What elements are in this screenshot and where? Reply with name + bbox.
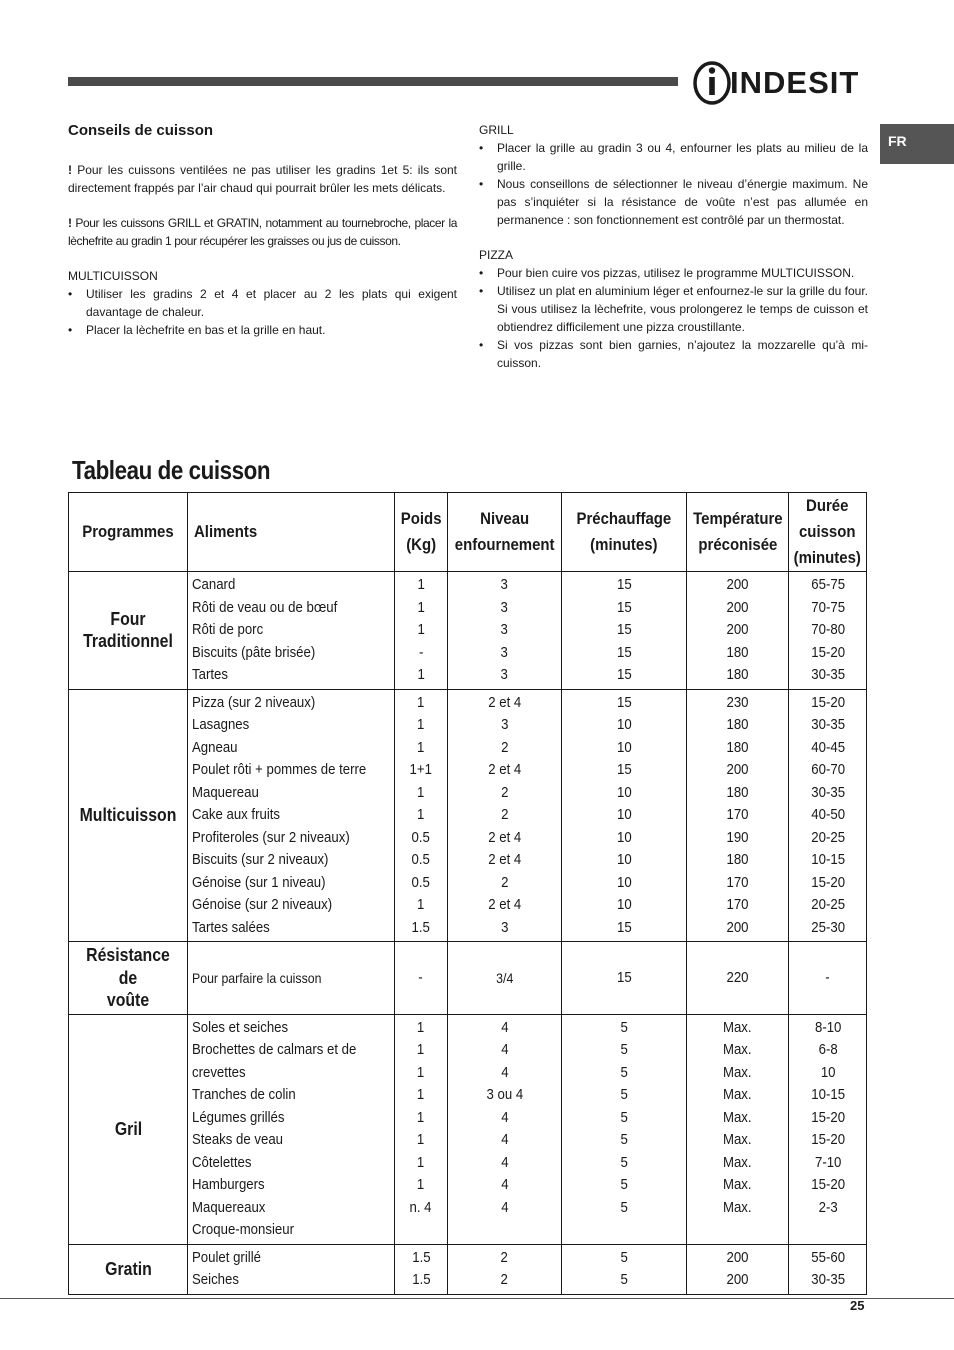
- list-item: • Si vos pizzas sont bien garnies, n’ajoutez la mozzarelle qu’à mi-cuisson.: [479, 336, 868, 372]
- cell-value: 5: [620, 1018, 628, 1036]
- cell-value: 3: [500, 598, 509, 616]
- poids-cell: [395, 689, 448, 942]
- cell-value: 15-20: [810, 1176, 845, 1193]
- prechauffage-cell: [562, 1014, 686, 1244]
- cell-value: [723, 1219, 752, 1242]
- poids-cell: [395, 942, 448, 1015]
- cell-value: Steaks de veau: [192, 1131, 284, 1148]
- list-item: • Placer la lèchefrite en bas et la grille en haut.: [68, 321, 457, 339]
- cell-value: 30-35: [810, 666, 845, 683]
- cell-value: 6-8: [818, 1041, 838, 1058]
- advice-right-column: [479, 121, 868, 389]
- program-cell: [69, 942, 188, 1015]
- cell-value: 200: [726, 1271, 749, 1288]
- cell-value: 4: [500, 1131, 509, 1148]
- cell-value: 20-25: [810, 828, 845, 846]
- cell-value: Brochettes de calmars et de: [192, 1041, 357, 1058]
- cell-value: Soles et seiches: [192, 1018, 289, 1036]
- cell-value: Côtelettes: [192, 1153, 252, 1171]
- cell-value: 40-45: [810, 738, 845, 756]
- cell-value: 15-20: [810, 873, 845, 891]
- program-cell: [69, 689, 188, 942]
- list-item: • Utilisez un plat en aluminium léger et enfournez-le sur la grille du four. Si vous utilisez la lèchefrite, vous prolongerez le temps de cuisson et obtiendrez difficilement une pizza croustillante.: [479, 282, 868, 336]
- cell-value: 10: [616, 896, 632, 913]
- advice-heading: Conseils de cuisson: [68, 122, 214, 139]
- cell-value: 1: [417, 783, 425, 801]
- col-header-poids: Poids (Kg): [395, 493, 448, 572]
- cell-value: 0.5: [411, 873, 431, 891]
- cell-value: 1.5: [411, 918, 431, 936]
- cell-value: Pizza (sur 2 niveaux): [192, 693, 316, 711]
- cell-value: 200: [726, 1248, 749, 1266]
- cell-value: 15: [616, 666, 632, 683]
- program-cell: [69, 1244, 188, 1294]
- cell-value: Agneau: [192, 738, 238, 756]
- table-row: [69, 1014, 867, 1244]
- language-tab: [880, 124, 954, 164]
- cell-value: 2 et 4: [488, 693, 522, 711]
- list-item: • Utiliser les gradins 2 et 4 et placer au 2 les plats qui exigent davantage de chaleur.: [68, 285, 457, 321]
- cell-value: 5: [620, 1271, 628, 1288]
- cell-value: 15: [616, 968, 632, 986]
- cell-value: 1: [417, 1018, 425, 1036]
- cell-value: 1: [417, 1176, 425, 1193]
- cell-value: 1.5: [411, 1271, 431, 1288]
- cell-value: 2: [500, 783, 509, 801]
- temperature-cell: [686, 1014, 789, 1244]
- cell-value: 3: [500, 643, 509, 661]
- program-cell: [69, 1014, 188, 1244]
- cell-value: 1: [417, 621, 425, 638]
- cell-value: 1.5: [411, 1248, 431, 1266]
- cell-value: 55-60: [810, 1248, 845, 1266]
- warning-grill-gratin: [68, 214, 457, 250]
- cell-value: Canard: [192, 576, 236, 593]
- grill-list: [479, 139, 868, 229]
- cell-value: n. 4: [409, 1198, 432, 1216]
- cell-value: 180: [726, 666, 749, 683]
- cell-value: 1: [417, 716, 425, 733]
- cell-value: 15: [616, 693, 632, 711]
- cell-value: 10: [616, 716, 632, 733]
- cell-value: 15: [616, 598, 632, 616]
- cell-value: Biscuits (pâte brisée): [192, 643, 316, 661]
- cell-value: 4: [500, 1198, 509, 1216]
- niveau-cell: [447, 689, 561, 942]
- cell-value: 10: [616, 828, 632, 846]
- cell-value: 30-35: [810, 716, 845, 733]
- cell-value: Tartes: [192, 666, 228, 683]
- poids-cell: [395, 572, 448, 690]
- col-header-aliments: Aliments: [188, 493, 395, 572]
- temperature-cell: [686, 689, 789, 942]
- advice-left-column: [68, 121, 457, 356]
- cell-value: [486, 1219, 523, 1242]
- cell-value: Tartes salées: [192, 918, 270, 936]
- duree-cell: [789, 1014, 867, 1244]
- cell-value: 180: [726, 783, 749, 801]
- foods-cell: [188, 942, 395, 1015]
- cell-value: Biscuits (sur 2 niveaux): [192, 851, 329, 868]
- col-header-temperature: Température préconisée: [686, 493, 789, 572]
- cell-value: 1: [417, 806, 425, 823]
- program-name-line: Four: [110, 608, 146, 629]
- cell-value: 1: [417, 1041, 425, 1058]
- cell-value: Maquereaux: [192, 1198, 266, 1216]
- list-item: • Pour bien cuire vos pizzas, utilisez le programme MULTICUISSON.: [479, 264, 868, 282]
- cell-value: Pour parfaire la cuisson: [192, 969, 322, 986]
- cell-value: 0.5: [411, 828, 431, 846]
- cell-value: Poulet grillé: [192, 1248, 261, 1266]
- cell-value: 170: [726, 896, 749, 913]
- list-item: • Nous conseillons de sélectionner le niveau d’énergie maximum. Ne pas s’inquiéter si la résistance de voûte n’est pas allumée en permanence : son fonctionnement est contrôlé par un thermostat.: [479, 175, 868, 229]
- pizza-subhead: PIZZA: [479, 248, 514, 262]
- cell-value: 1: [417, 666, 425, 683]
- cell-value: Max.: [723, 1131, 752, 1148]
- header-rule: [68, 77, 678, 86]
- program-cell: [69, 572, 188, 690]
- col-header-duree: Durée cuisson (minutes): [789, 493, 867, 572]
- cell-value: 30-35: [810, 1271, 845, 1288]
- list-item: • Placer la grille au gradin 3 ou 4, enfourner les plats au milieu de la grille.: [479, 139, 868, 175]
- cell-value: 1: [417, 1063, 425, 1081]
- cell-value: 200: [726, 761, 749, 778]
- cell-value: [811, 1219, 845, 1242]
- cell-value: 15: [616, 643, 632, 661]
- cell-value: 65-75: [810, 576, 845, 593]
- niveau-cell: [447, 1244, 561, 1294]
- page-number: 25: [850, 1298, 865, 1313]
- cell-value: 200: [726, 598, 749, 616]
- cell-value: 3: [500, 918, 509, 936]
- cell-value: 4: [500, 1018, 509, 1036]
- cell-value: 25-30: [810, 918, 845, 936]
- indesit-i-emblem-icon: [692, 60, 732, 106]
- cell-value: 15: [616, 576, 632, 593]
- cell-value: 190: [726, 828, 749, 846]
- cell-value: Max.: [723, 1086, 752, 1103]
- cell-value: Max.: [723, 1176, 752, 1193]
- multicuisson-subhead: MULTICUISSON: [68, 269, 158, 283]
- program-name-line: Multicuisson: [79, 805, 177, 825]
- cell-value: [620, 1219, 627, 1242]
- temperature-cell: [686, 572, 789, 690]
- cell-value: 10: [616, 873, 632, 891]
- col-header-niveau: Niveau enfournement: [447, 493, 561, 572]
- program-name-line: Gratin: [104, 1258, 152, 1279]
- cell-value: 10: [616, 806, 632, 823]
- cell-value: Max.: [723, 1018, 752, 1036]
- cell-value: 5: [620, 1153, 628, 1171]
- cell-value: Génoise (sur 1 niveau): [192, 873, 326, 891]
- cell-value: 5: [620, 1086, 628, 1103]
- cell-value: Max.: [723, 1041, 752, 1058]
- cell-value: 0.5: [411, 851, 431, 868]
- warning-mark: !: [68, 216, 72, 230]
- niveau-cell: [447, 942, 561, 1015]
- cell-value: Croque-monsieur: [192, 1221, 294, 1238]
- cell-value: 1: [417, 1086, 425, 1103]
- cell-value: Profiteroles (sur 2 niveaux): [192, 828, 350, 846]
- cell-value: 15: [616, 621, 632, 638]
- cell-value: 170: [726, 873, 749, 891]
- cell-value: 15-20: [810, 1108, 845, 1126]
- cell-value: 200: [726, 918, 749, 936]
- table-row: [69, 942, 867, 1015]
- cell-value: 2: [500, 873, 509, 891]
- niveau-cell: [447, 572, 561, 690]
- cell-value: 5: [620, 1108, 628, 1126]
- temperature-cell: [686, 1244, 789, 1294]
- prechauffage-cell: [562, 942, 686, 1015]
- cell-value: -: [418, 968, 424, 986]
- table-row: [69, 689, 867, 942]
- cell-value: 15-20: [810, 643, 845, 661]
- cell-value: Génoise (sur 2 niveaux): [192, 896, 333, 913]
- cell-value: 180: [726, 716, 749, 733]
- cell-value: 4: [500, 1063, 509, 1081]
- program-name-line: Traditionnel: [83, 631, 173, 652]
- cell-value: 20-25: [810, 896, 845, 913]
- cell-value: Max.: [723, 1198, 752, 1216]
- temperature-cell: [686, 942, 789, 1015]
- poids-cell: [395, 1014, 448, 1244]
- cell-value: 15-20: [810, 1131, 845, 1148]
- cell-value: 1: [417, 738, 425, 756]
- col-header-prechauffage: Préchauffage (minutes): [562, 493, 686, 572]
- cell-value: 2 et 4: [488, 851, 522, 868]
- cell-value: 70-75: [810, 598, 845, 616]
- cell-value: 15: [616, 918, 632, 936]
- duree-cell: [789, 572, 867, 690]
- foods-cell: [188, 1244, 395, 1294]
- cell-value: 3: [500, 666, 509, 683]
- cell-value: 8-10: [814, 1018, 841, 1036]
- table-header-row: [69, 493, 867, 572]
- cell-value: Maquereau: [192, 783, 259, 801]
- cell-value: 230: [726, 693, 749, 711]
- cell-value: 1: [417, 1108, 425, 1126]
- cell-value: 1: [417, 1131, 425, 1148]
- cell-value: -: [825, 968, 830, 986]
- cell-value: Rôti de porc: [192, 621, 264, 638]
- cell-value: 2: [500, 738, 509, 756]
- cell-value: 1: [417, 896, 425, 913]
- cell-value: 1: [417, 693, 425, 711]
- cell-value: 5: [620, 1176, 628, 1193]
- cell-value: crevettes: [192, 1063, 246, 1081]
- prechauffage-cell: [562, 689, 686, 942]
- cell-value: 220: [726, 968, 749, 986]
- grill-subhead: GRILL: [479, 123, 514, 137]
- cell-value: 4: [500, 1153, 509, 1171]
- cell-value: 10-15: [810, 851, 845, 868]
- cell-value: 2: [500, 1271, 509, 1288]
- duree-cell: [789, 1244, 867, 1294]
- cell-value: Légumes grillés: [192, 1108, 285, 1126]
- cell-value: 5: [620, 1198, 628, 1216]
- niveau-cell: [447, 1014, 561, 1244]
- cell-value: 180: [726, 851, 749, 868]
- cell-value: 4: [500, 1176, 509, 1193]
- cell-value: 2 et 4: [488, 896, 522, 913]
- cell-value: Hamburgers: [192, 1176, 265, 1193]
- brand-wordmark: INDESIT: [730, 65, 860, 100]
- cell-value: 3: [500, 576, 509, 593]
- duree-cell: [789, 942, 867, 1015]
- poids-cell: [395, 1244, 448, 1294]
- duree-cell: [789, 689, 867, 942]
- cell-value: 10: [820, 1063, 836, 1081]
- cell-value: 1: [417, 576, 425, 593]
- cell-value: 15: [616, 761, 632, 778]
- cell-value: 180: [726, 643, 749, 661]
- cell-value: 10: [616, 783, 632, 801]
- warning-mark: !: [68, 163, 72, 177]
- cell-value: 2 et 4: [488, 828, 522, 846]
- cell-value: 5: [620, 1041, 628, 1058]
- prechauffage-cell: [562, 1244, 686, 1294]
- cell-value: 30-35: [810, 783, 845, 801]
- cell-value: 3: [500, 716, 509, 733]
- cell-value: Max.: [723, 1063, 752, 1081]
- cell-value: 7-10: [814, 1153, 841, 1171]
- cell-value: 5: [620, 1063, 628, 1081]
- cell-value: 3/4: [496, 969, 514, 986]
- cell-value: 10-15: [810, 1086, 845, 1103]
- cell-value: 15-20: [810, 693, 845, 711]
- cell-value: 2 et 4: [488, 761, 522, 778]
- warning-ventilated: [68, 161, 457, 197]
- cell-value: 5: [620, 1248, 628, 1266]
- cell-value: Poulet rôti + pommes de terre: [192, 761, 367, 778]
- cell-value: 200: [726, 576, 749, 593]
- cell-value: Max.: [723, 1108, 752, 1126]
- cell-value: 40-50: [810, 806, 845, 823]
- language-tab-label: FR: [888, 133, 907, 149]
- warning-text: Pour les cuissons ventilées ne pas utiliser les gradins 1et 5: ils sont directement frappés par l’air chaud qui pourrait brûler les mets délicats.: [68, 163, 458, 195]
- table-row: [69, 1244, 867, 1294]
- cell-value: [410, 1219, 432, 1242]
- cell-value: 170: [726, 806, 749, 823]
- cell-value: Rôti de veau ou de bœuf: [192, 598, 338, 616]
- cell-value: 5: [620, 1131, 628, 1148]
- cell-value: Cake aux fruits: [192, 806, 281, 823]
- pizza-list: [479, 264, 868, 372]
- foods-cell: [188, 689, 395, 942]
- cell-value: 3 ou 4: [486, 1086, 523, 1103]
- cell-value: 1: [417, 1153, 425, 1171]
- footer-rule: [0, 1298, 954, 1299]
- cell-value: Tranches de colin: [192, 1086, 296, 1103]
- cell-value: 2: [500, 1248, 509, 1266]
- cell-value: 2: [500, 806, 509, 823]
- program-name-line: Gril: [114, 1118, 142, 1139]
- cell-value: Seiches: [192, 1271, 239, 1288]
- foods-cell: [188, 572, 395, 690]
- program-name-line: Résistance de: [86, 945, 170, 988]
- multicuisson-list: [68, 285, 457, 339]
- cell-value: -: [418, 643, 424, 661]
- col-header-programmes: Programmes: [69, 493, 188, 572]
- table-row: [69, 572, 867, 690]
- cell-value: 1+1: [409, 761, 433, 778]
- cell-value: 60-70: [810, 761, 845, 778]
- cell-value: 200: [726, 621, 749, 638]
- cell-value: 1: [417, 598, 425, 616]
- warning-text: Pour les cuissons GRILL et GRATIN, notamment au tournebroche, placer la lèchefrite au gradin 1 pour récupérer les graisses ou jus de cuisson.: [68, 216, 458, 248]
- cell-value: 4: [500, 1108, 509, 1126]
- cell-value: Lasagnes: [192, 716, 250, 733]
- foods-cell: [188, 1014, 395, 1244]
- cell-value: Max.: [723, 1153, 752, 1171]
- cell-value: 2-3: [818, 1198, 838, 1216]
- table-title: Tableau de cuisson: [72, 455, 271, 485]
- cell-value: 180: [726, 738, 749, 756]
- cell-value: 10: [616, 738, 632, 756]
- program-name-line: voûte: [106, 990, 150, 1010]
- cell-value: 70-80: [810, 621, 845, 638]
- prechauffage-cell: [562, 572, 686, 690]
- cell-value: 3: [500, 621, 509, 638]
- cell-value: 10: [616, 851, 632, 868]
- cooking-table: [68, 492, 867, 1295]
- cell-value: 4: [500, 1041, 509, 1058]
